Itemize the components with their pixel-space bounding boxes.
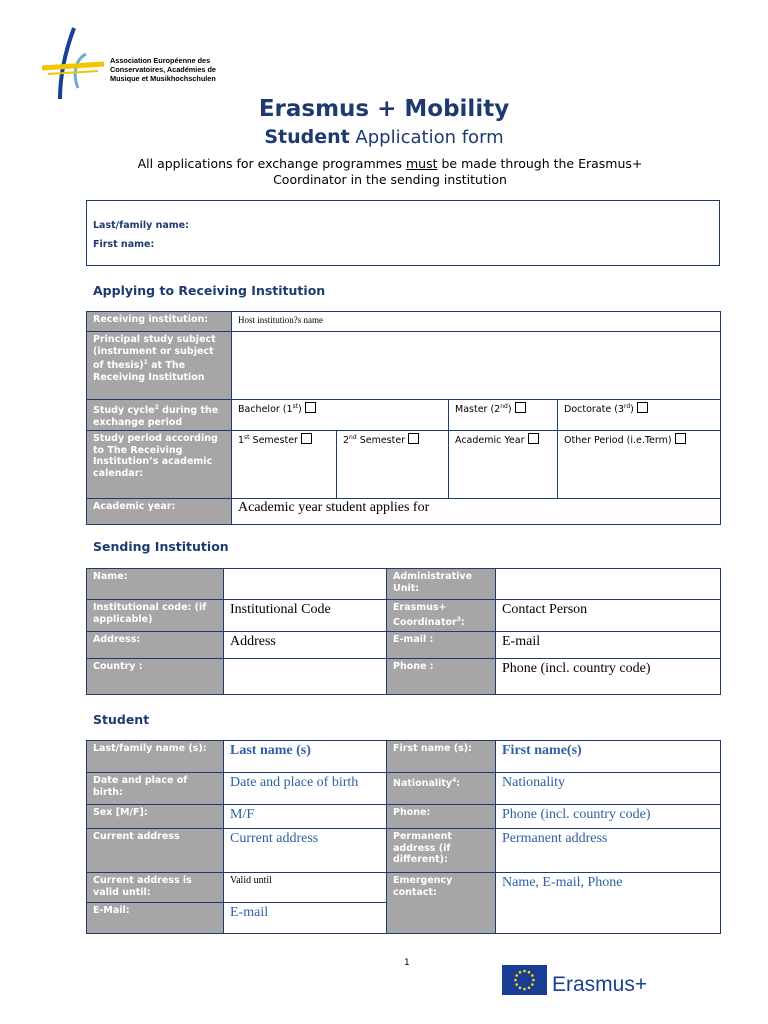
admin-unit-field[interactable] (496, 569, 721, 600)
period-semester2-option[interactable]: 2nd Semester (337, 431, 449, 499)
applicant-name-box (86, 200, 720, 266)
student-table (86, 740, 721, 934)
sending-heading: Sending Institution (93, 539, 229, 554)
address-field[interactable]: Address (224, 632, 387, 659)
valid-until-field[interactable]: Valid until (224, 873, 387, 903)
current-address-label: Current address (87, 829, 224, 873)
receiving-heading: Applying to Receiving Institution (93, 283, 326, 298)
period-academic-year-option[interactable]: Academic Year (449, 431, 558, 499)
sending-table (86, 568, 721, 695)
sex-field[interactable]: M/F (224, 805, 387, 829)
nationality-label: Nationality$^4$: (387, 773, 496, 805)
eu-stars-icon (502, 965, 547, 995)
page-number: 1 (404, 958, 410, 968)
student-email-label: E-Mail: (87, 903, 224, 934)
academic-year-checkbox[interactable] (528, 433, 539, 444)
country-field[interactable] (224, 659, 387, 695)
admin-unit-label: Administrative Unit: (387, 569, 496, 600)
dob-field[interactable]: Date and place of birth (224, 773, 387, 805)
receiving-institution-label: Receiving institution: (87, 312, 232, 332)
semester2-checkbox[interactable] (408, 433, 419, 444)
aec-logo-mark (38, 24, 108, 104)
academic-year-label: Academic year: (87, 499, 232, 525)
valid-until-label: Current address is valid until: (87, 873, 224, 903)
period-other-option[interactable]: Other Period (i.e.Term) (558, 431, 721, 499)
study-period-label: Study period according to The Receiving Institution’s academic calendar: (87, 431, 232, 499)
study-cycle-label: Study cycle$^2$ during the exchange period (87, 400, 232, 431)
receiving-table (86, 311, 721, 525)
current-address-field[interactable]: Current address (224, 829, 387, 873)
bachelor-checkbox[interactable] (305, 402, 316, 413)
intro-text: All applications for exchange programmes must be made through the Erasmus+ Coordinator in the sending institution (137, 156, 643, 187)
emergency-contact-label: Emergency contact: (387, 873, 496, 934)
cycle-master-option[interactable]: Master (2nd) (449, 400, 558, 431)
country-label: Country : (87, 659, 224, 695)
student-heading: Student (93, 712, 150, 727)
address-label: Address: (87, 632, 224, 659)
period-semester1-option[interactable]: 1st Semester (232, 431, 337, 499)
sending-email-field[interactable]: E-mail (496, 632, 721, 659)
student-phone-label: Phone: (387, 805, 496, 829)
aec-logo-text: Association Européenne des Conservatoires, Académies de Musique et Musikhochschulen (110, 56, 216, 83)
sending-phone-label: Phone : (387, 659, 496, 695)
receiving-institution-field[interactable]: Host institution?s name (232, 312, 721, 332)
sending-name-field[interactable] (224, 569, 387, 600)
master-checkbox[interactable] (515, 402, 526, 413)
sending-name-label: Name: (87, 569, 224, 600)
student-phone-field[interactable]: Phone (incl. country code) (496, 805, 721, 829)
sex-label: Sex [M/F]: (87, 805, 224, 829)
coordinator-label: Erasmus+ Coordinator$^3$: (387, 600, 496, 632)
page-title: Erasmus + Mobility (258, 96, 510, 122)
cycle-doctorate-option[interactable]: Doctorate (3rd) (558, 400, 721, 431)
page-subtitle: Student Application form (264, 126, 504, 148)
sending-phone-field[interactable]: Phone (incl. country code) (496, 659, 721, 695)
permanent-address-label: Permanent address (if different): (387, 829, 496, 873)
other-period-checkbox[interactable] (675, 433, 686, 444)
nationality-field[interactable]: Nationality (496, 773, 721, 805)
student-email-field[interactable]: E-mail (224, 903, 387, 934)
student-last-name-label: Last/family name (s): (87, 741, 224, 773)
eu-flag-icon (502, 965, 547, 995)
last-name-label: Last/family name: (93, 220, 189, 231)
doctorate-checkbox[interactable] (637, 402, 648, 413)
sending-email-label: E-mail : (387, 632, 496, 659)
study-subject-label: Principal study subject (instrument or subject of thesis)$^1$ at The Receiving Institution (87, 332, 232, 400)
academic-year-field[interactable]: Academic year student applies for (232, 499, 721, 525)
study-subject-field[interactable] (232, 332, 721, 400)
cycle-bachelor-option[interactable]: Bachelor (1st) (232, 400, 449, 431)
student-last-name-field[interactable]: Last name (s) (224, 741, 387, 773)
institutional-code-label: Institutional code: (if applicable) (87, 600, 224, 632)
erasmus-brand-text: Erasmus+ (552, 973, 648, 996)
student-first-name-label: First name (s): (387, 741, 496, 773)
semester1-checkbox[interactable] (301, 433, 312, 444)
coordinator-field[interactable]: Contact Person (496, 600, 721, 632)
first-name-label: First name: (93, 239, 155, 250)
student-first-name-field[interactable]: First name(s) (496, 741, 721, 773)
emergency-contact-field[interactable]: Name, E-mail, Phone (496, 873, 721, 934)
dob-label: Date and place of birth: (87, 773, 224, 805)
permanent-address-field[interactable]: Permanent address (496, 829, 721, 873)
institutional-code-field[interactable]: Institutional Code (224, 600, 387, 632)
